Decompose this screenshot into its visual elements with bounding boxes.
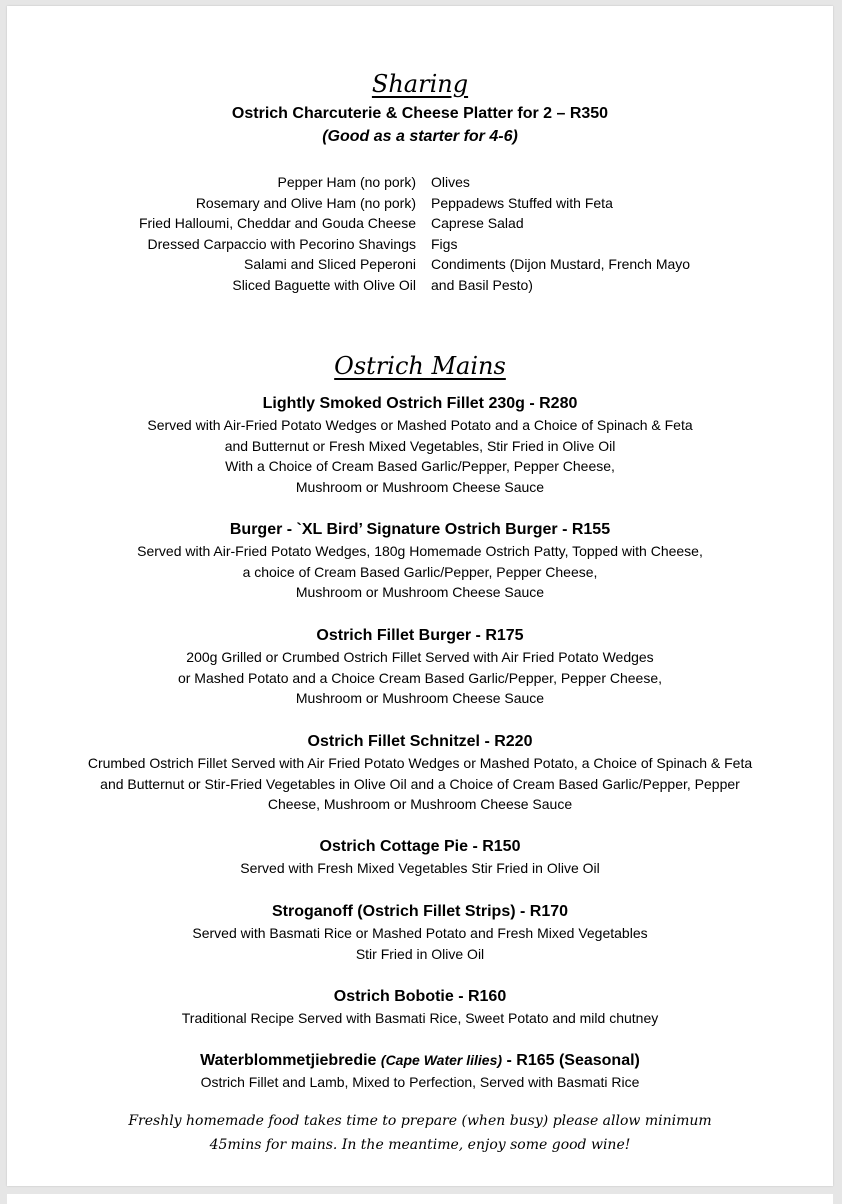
- menu-item-desc: [7, 541, 833, 603]
- menu-item: [7, 627, 833, 709]
- note-line: Freshly homemade food takes time to prepare (when busy) please allow minimum: [128, 1113, 712, 1129]
- platter-item: Dressed Carpaccio with Pecorino Shavings: [147, 235, 416, 252]
- menu-item-name: Burger - `XL Bird’ Signature Ostrich Burger - R155: [229, 521, 611, 538]
- platter-item: Sliced Baguette with Olive Oil: [232, 276, 416, 293]
- desc-line: a choice of Cream Based Garlic/Pepper, Pepper Cheese,: [242, 563, 598, 580]
- platter-item: Caprese Salad: [431, 215, 524, 231]
- desc-line: Traditional Recipe Served with Basmati Rice, Sweet Potato and mild chutney: [181, 1010, 659, 1026]
- menu-item: [7, 395, 833, 498]
- platter-right-list: [431, 172, 731, 295]
- menu-item-desc: [7, 923, 833, 964]
- menu-item-name: Stroganoff (Ostrich Fillet Strips) - R170: [271, 903, 569, 920]
- desc-line: Served with Air-Fried Potato Wedges or Mashed Potato and a Choice of Spinach & Feta: [147, 417, 693, 433]
- platter-item: Pepper Ham (no pork): [277, 174, 416, 190]
- item-name-main: Waterblommetjiebredie: [200, 1052, 377, 1069]
- desc-line: Mushroom or Mushroom Cheese Sauce: [295, 479, 545, 496]
- desc-line: 200g Grilled or Crumbed Ostrich Fillet Served with Air Fried Potato Wedges: [186, 649, 654, 665]
- platter-title: Ostrich Charcuterie & Cheese Platter for 2 – R350: [231, 105, 609, 122]
- menu-item: [7, 838, 833, 879]
- platter-item: Peppadews Stuffed with Feta: [431, 194, 613, 211]
- platter-note: (Good as a starter for 4-6): [322, 128, 518, 145]
- platter-item: Olives: [431, 174, 470, 190]
- menu-item-desc: [7, 858, 833, 879]
- desc-line: or Mashed Potato and a Choice Cream Based Garlic/Pepper, Pepper Cheese,: [177, 669, 663, 686]
- platter-item: and Basil Pesto): [431, 276, 533, 293]
- menu-item-desc: [7, 647, 833, 709]
- menu-page: [7, 6, 833, 1186]
- desc-line: Mushroom or Mushroom Cheese Sauce: [295, 584, 545, 601]
- platter-item: Rosemary and Olive Ham (no pork): [195, 194, 416, 211]
- desc-line: Stir Fried in Olive Oil: [355, 945, 485, 962]
- menu-item-name: Ostrich Fillet Schnitzel - R220: [307, 733, 533, 750]
- menu-item-desc: [7, 1008, 833, 1029]
- sharing-title: Sharing: [371, 70, 469, 98]
- platter-item: Fried Halloumi, Cheddar and Gouda Cheese: [138, 215, 416, 231]
- menu-item-name: Lightly Smoked Ostrich Fillet 230g - R280: [262, 395, 578, 412]
- platter-item: Condiments (Dijon Mustard, French Mayo: [431, 256, 691, 272]
- desc-line: and Butternut or Stir-Fried Vegetables in Olive Oil and a Choice of Cream Based Garlic/Pepper, Pepper: [100, 775, 740, 792]
- mains-title: Ostrich Mains: [334, 352, 506, 380]
- desc-line: Crumbed Ostrich Fillet Served with Air Fried Potato Wedges or Mashed Potato, a Choice of Spinach & Feta: [87, 755, 753, 771]
- desc-line: Served with Fresh Mixed Vegetables Stir Fried in Olive Oil: [240, 860, 600, 876]
- menu-item-desc: [7, 753, 833, 815]
- menu-item-name: Ostrich Fillet Burger - R175: [316, 627, 524, 644]
- menu-item: [7, 521, 833, 603]
- menu-item: [7, 733, 833, 815]
- menu-item: [7, 988, 833, 1029]
- menu-item-name: [7, 1052, 833, 1070]
- desc-line: Served with Air-Fried Potato Wedges, 180g Homemade Ostrich Patty, Topped with Cheese,: [137, 543, 703, 559]
- platter-item: Figs: [431, 235, 458, 252]
- desc-line: Mushroom or Mushroom Cheese Sauce: [295, 690, 545, 707]
- desc-line: and Butternut or Fresh Mixed Vegetables, Stir Fried in Olive Oil: [224, 437, 616, 454]
- menu-item-desc: [7, 415, 833, 498]
- desc-line: Served with Basmati Rice or Mashed Potato and Fresh Mixed Vegetables: [192, 925, 648, 941]
- platter-item: Salami and Sliced Peperoni: [244, 256, 416, 272]
- desc-line: Cheese, Mushroom or Mushroom Cheese Sauce: [267, 796, 573, 813]
- platter-left-list: [139, 172, 416, 295]
- menu-item: [7, 1052, 833, 1093]
- next-page-edge: [7, 1194, 833, 1204]
- note-line: 45mins for mains. In the meantime, enjoy some good wine!: [209, 1137, 631, 1153]
- menu-item-name: Ostrich Bobotie - R160: [333, 988, 507, 1005]
- desc-line: Ostrich Fillet and Lamb, Mixed to Perfection, Served with Basmati Rice: [200, 1074, 640, 1090]
- item-price: - R165 (Seasonal): [506, 1052, 640, 1069]
- menu-item-desc: [7, 1072, 833, 1093]
- desc-line: With a Choice of Cream Based Garlic/Pepper, Pepper Cheese,: [225, 458, 615, 475]
- menu-item-name: Ostrich Cottage Pie - R150: [319, 838, 521, 855]
- item-name-translation: (Cape Water lilies): [380, 1052, 503, 1068]
- menu-item: [7, 903, 833, 964]
- footer-note: [7, 1109, 833, 1157]
